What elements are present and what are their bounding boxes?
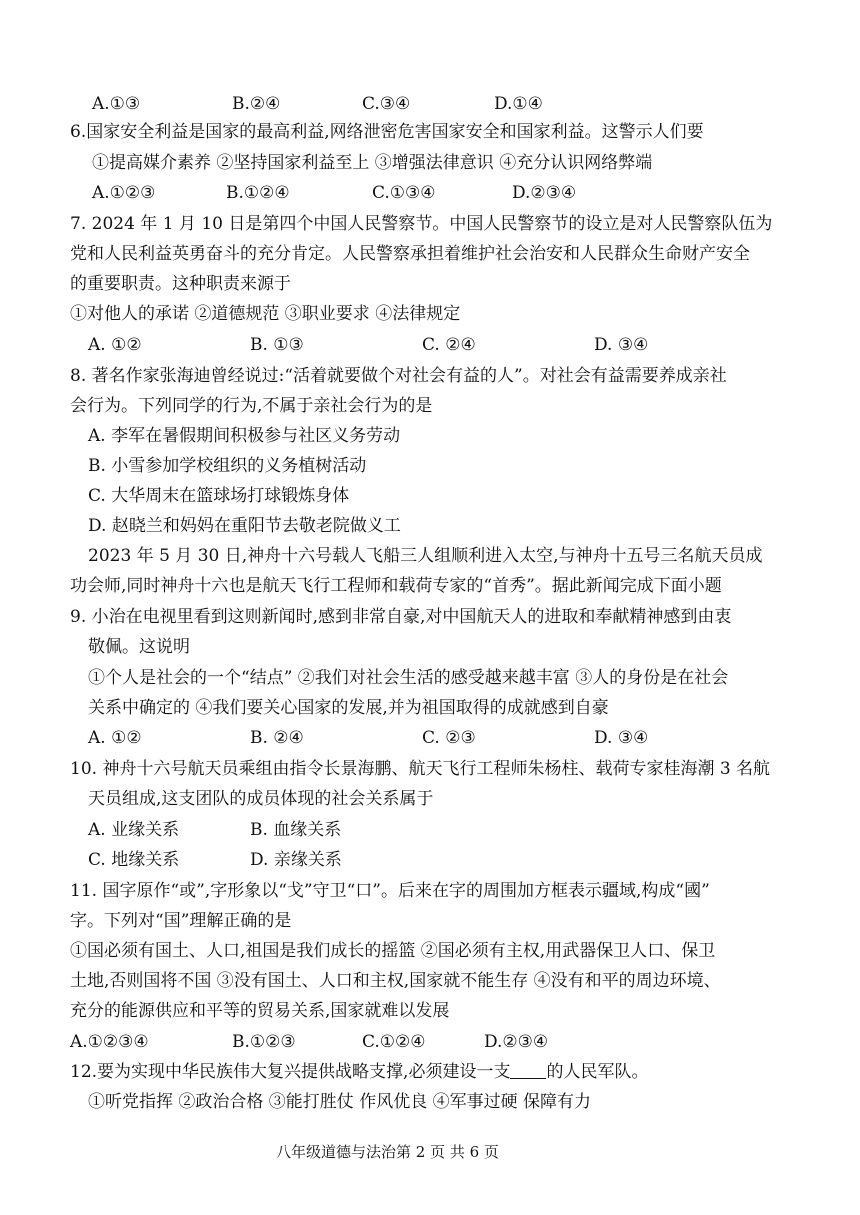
option-d: D.②③④ [484, 1032, 549, 1052]
option-a: A.①③ [92, 94, 141, 114]
question-stem-line: 8. 著名作家张海迪曾经说过:“活着就要做个对社会有益的人”。对社会有益需要养成亲社 [70, 366, 727, 386]
answer-blank [510, 1062, 546, 1079]
option-a: A.①②③ [92, 183, 156, 203]
stem-after-blank: 的人民军队。 [546, 1062, 649, 1082]
question-stem-line: 10. 神舟十六号航天员乘组由指令长景海鹏、航天飞行工程师朱杨柱、载荷专家桂海潮 3 名航 [70, 759, 771, 779]
question-stem-line: 7. 2024 年 1 月 10 日是第四个中国人民警察节。中国人民警察节的设立是对人民警察队伍为 [70, 214, 773, 234]
option-b: B.②④ [232, 94, 281, 114]
option-c: C.①③④ [372, 183, 436, 203]
question-statements: ①提高媒介素养 ②坚持国家利益至上 ③增强法律意识 ④充分认识网络弊端 [92, 153, 653, 173]
question-stem [70, 1060, 648, 1084]
option-c: C. ②④ [422, 335, 476, 355]
passage-line: 2023 年 5 月 30 日,神舟十六号载人飞船三人组顺利进入太空,与神舟十五号三名航天员成 [88, 546, 763, 566]
option-a: A. 李军在暑假期间积极参与社区义务劳动 [88, 426, 401, 446]
option-d: D. ③④ [594, 335, 649, 355]
passage-line: 功会师,同时神舟十六也是航天飞行工程师和载荷专家的“首秀”。据此新闻完成下面小题 [70, 576, 722, 596]
option-d: D.②③④ [512, 183, 577, 203]
page-footer: 八年级道德与法治第 2 页 共 6 页 [276, 1143, 499, 1161]
question-stem-line: 字。下列对“国”理解正确的是 [70, 911, 292, 931]
question-statements: ①对他人的承诺 ②道德规范 ③职业要求 ④法律规定 [70, 304, 461, 324]
option-c: C. 地缘关系 [88, 850, 180, 870]
question-statements: 土地,否则国将不国 ③没有国土、人口和主权,国家就不能生存 ④没有和平的周边环境、 [70, 971, 721, 991]
question-statements: ①听党指挥 ②政治合格 ③能打胜仗 作风优良 ④军事过硬 保障有力 [88, 1092, 592, 1112]
question-stem-line: 党和人民利益英勇奋斗的充分肯定。人民警察承担着维护社会治安和人民群众生命财产安全 [70, 244, 750, 264]
option-a: A.①②③④ [70, 1032, 149, 1052]
option-a: A. ①② [88, 335, 142, 355]
question-stem-line: 的重要职责。这种职责来源于 [70, 274, 291, 294]
option-b: B. ①③ [250, 335, 304, 355]
option-b: B. 血缘关系 [250, 820, 342, 840]
question-stem: 6.国家安全利益是国家的最高利益,网络泄密危害国家安全和国家利益。这警示人们要 [70, 122, 704, 142]
option-c: C. ②③ [422, 728, 476, 748]
option-a: A. ①② [88, 728, 142, 748]
option-d: D. ③④ [594, 728, 649, 748]
option-b: B.①②③ [232, 1032, 296, 1052]
option-a: A. 业缘关系 [88, 820, 180, 840]
option-c: C.③④ [362, 94, 411, 114]
question-statements: 关系中确定的 ④我们要关心国家的发展,并为祖国取得的成就感到自豪 [88, 698, 609, 718]
option-d: D. 亲缘关系 [250, 850, 342, 870]
question-stem-line: 11. 国字原作“或”,字形象以“戈”守卫“口”。后来在字的周围加方框表示疆域,构成“國” [70, 881, 710, 901]
stem-before-blank: 12.要为实现中华民族伟大复兴提供战略支撑,必须建设一支 [70, 1062, 511, 1082]
option-c: C. 大华周末在篮球场打球锻炼身体 [88, 486, 350, 506]
question-stem-line: 敬佩。这说明 [88, 637, 190, 657]
question-stem-line: 9. 小治在电视里看到这则新闻时,感到非常自豪,对中国航天人的进取和奉献精神感到由衷 [70, 607, 732, 627]
question-statements: 充分的能源供应和平等的贸易关系,国家就难以发展 [70, 1001, 450, 1021]
question-statements: ①国必须有国土、人口,祖国是我们成长的摇篮 ②国必须有主权,用武器保卫人口、保卫 [70, 941, 716, 961]
question-statements: ①个人是社会的一个“结点” ②我们对社会生活的感受越来越丰富 ③人的身份是在社会 [88, 668, 729, 688]
question-stem-line: 会行为。下列同学的行为,不属于亲社会行为的是 [70, 396, 433, 416]
option-d: D.①④ [494, 94, 543, 114]
option-b: B. 小雪参加学校组织的义务植树活动 [88, 456, 367, 476]
option-d: D. 赵晓兰和妈妈在重阳节去敬老院做义工 [88, 516, 401, 536]
option-c: C.①②④ [362, 1032, 426, 1052]
option-b: B.①②④ [226, 183, 290, 203]
question-stem-line: 天员组成,这支团队的成员体现的社会关系属于 [88, 789, 434, 809]
option-b: B. ②④ [250, 728, 304, 748]
